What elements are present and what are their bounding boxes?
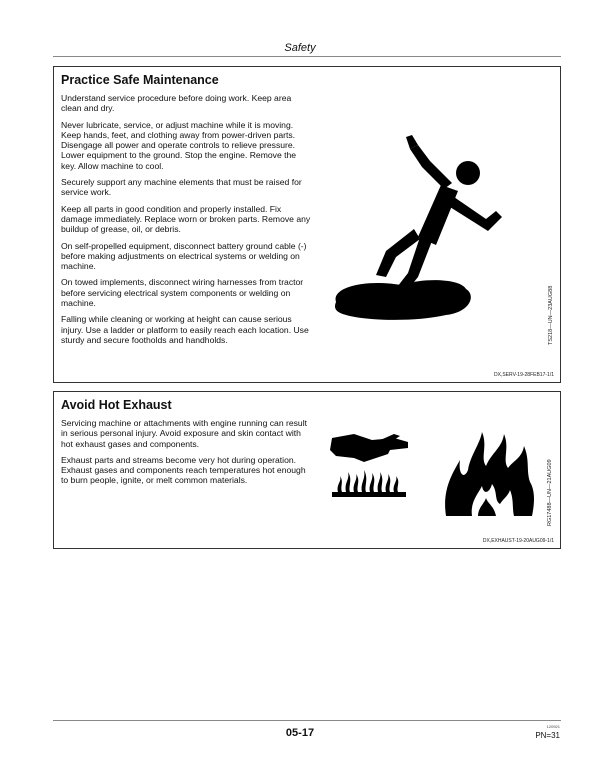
paragraph: Keep all parts in good condition and properly installed. Fix damage immediately. Replace worn or broken parts. Remove any buildup of grease, oil, or debris.: [61, 203, 311, 235]
safety-section-exhaust: [53, 391, 561, 549]
doc-code: DX,SERV-19-28FEB17-1/1: [494, 372, 554, 378]
footer-code: 120921: [546, 724, 560, 729]
footer-rule: [53, 720, 561, 721]
paragraph: On self-propelled equipment, disconnect battery ground cable (-) before making adjustments on electrical systems or welding on machine.: [61, 240, 307, 272]
section-body: [61, 93, 311, 351]
pn-number: PN=31: [535, 731, 560, 740]
paragraph: Falling while cleaning or working at height can cause serious injury. Use a ladder or platform to easily reach each location. Use sturdy and secure footholds and handholds.: [61, 314, 309, 345]
paragraph: Securely support any machine elements that must be raised for service work.: [61, 177, 302, 198]
paragraph: Understand service procedure before doing work. Keep area clean and dry.: [61, 93, 292, 114]
slipping-person-icon: [326, 127, 516, 327]
page-header-title: Safety: [284, 42, 316, 54]
hot-surface-hand-icon: [324, 428, 414, 508]
section-title: Avoid Hot Exhaust: [61, 398, 172, 412]
figure-code: RG17488—UN—21AUG09: [547, 459, 553, 526]
paragraph: Exhaust parts and streams become very hot during operation. Exhaust gases and components reach temperatures hot enough to burn people, ignite, or melt common materials.: [61, 454, 306, 486]
page-number: 05-17: [285, 727, 315, 739]
fire-icon: [442, 430, 538, 520]
doc-code: DX,EXHAUST-19-20AUG09-1/1: [482, 538, 554, 544]
safety-section-maintenance: [53, 66, 561, 383]
header-rule: [53, 56, 561, 57]
paragraph: Never lubricate, service, or adjust machine while it is moving. Keep hands, feet, and clothing away from power-driven parts. Disengage all power and operate controls to relieve pressure. Lower equipment to the ground. Stop the engine. Remove the key. Allow machine to cool.: [61, 119, 297, 171]
paragraph: On towed implements, disconnect wiring harnesses from tractor before servicing electrical system components or welding on machine.: [61, 277, 304, 309]
section-title: Practice Safe Maintenance: [61, 73, 219, 87]
section-body: [61, 418, 313, 492]
figure-code: TS218—UN—23AUG88: [548, 285, 554, 345]
paragraph: Servicing machine or attachments with engine running can result in serious personal injury. Avoid exposure and skin contact with hot exhaust gases and components.: [61, 418, 308, 449]
